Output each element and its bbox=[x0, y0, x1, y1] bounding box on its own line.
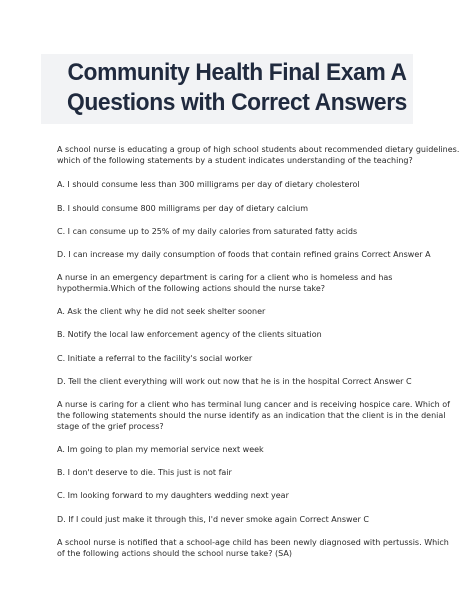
q3-stem-line-2: the following statements should the nurse identify as an indication that the client is in the denial bbox=[57, 410, 446, 420]
q4-stem-line-1: A school nurse is notified that a school-age child has been newly diagnosed with pertussis. Which bbox=[57, 537, 449, 547]
q1-stem-line-1: A school nurse is educating a group of high school students about recommended dietary guidelines. bbox=[57, 144, 460, 154]
q2-stem-line-1: A nurse in an emergency department is caring for a client who is homeless and has bbox=[57, 272, 393, 282]
q3-option-d: D. If I could just make it through this, I'd never smoke again Correct Answer C bbox=[57, 514, 369, 524]
q1-option-a: A. I should consume less than 300 milligrams per day of dietary cholesterol bbox=[57, 179, 360, 189]
title-line-2: Questions with Correct Answers bbox=[67, 89, 407, 116]
q3-option-a: A. Im going to plan my memorial service next week bbox=[57, 444, 264, 454]
q3-option-c: C. Im looking forward to my daughters wedding next year bbox=[57, 490, 289, 500]
q1-option-b: B. I should consume 800 milligrams per day of dietary calcium bbox=[57, 203, 309, 213]
q2-option-d: D. Tell the client everything will work out now that he is in the hospital Correct Answer C bbox=[57, 376, 412, 386]
q3-stem-line-3: stage of the grief process? bbox=[57, 421, 164, 431]
document-title bbox=[17, 58, 458, 118]
q1-option-c: C. I can consume up to 25% of my daily calories from saturated fatty acids bbox=[57, 226, 358, 236]
q2-option-b: B. Notify the local law enforcement agency of the clients situation bbox=[57, 329, 322, 339]
title-line-1: Community Health Final Exam A bbox=[67, 59, 407, 86]
q2-option-a: A. Ask the client why he did not seek shelter sooner bbox=[57, 306, 266, 316]
q3-stem-line-1: A nurse is caring for a client who has terminal lung cancer and is receiving hospice care. Which of bbox=[57, 399, 450, 409]
q1-option-d: D. I can increase my daily consumption of foods that contain refined grains Correct Answer A bbox=[57, 249, 431, 259]
q3-option-b: B. I don't deserve to die. This just is not fair bbox=[57, 467, 232, 477]
q2-stem-line-2: hypothermia.Which of the following actions should the nurse take? bbox=[57, 283, 326, 293]
q1-stem-line-2: which of the following statements by a student indicates understanding of the teaching? bbox=[57, 155, 413, 165]
q2-option-c: C. Initiate a referral to the facility's social worker bbox=[57, 353, 253, 363]
q4-stem-line-2: of the following actions should the school nurse take? (SA) bbox=[57, 548, 292, 558]
